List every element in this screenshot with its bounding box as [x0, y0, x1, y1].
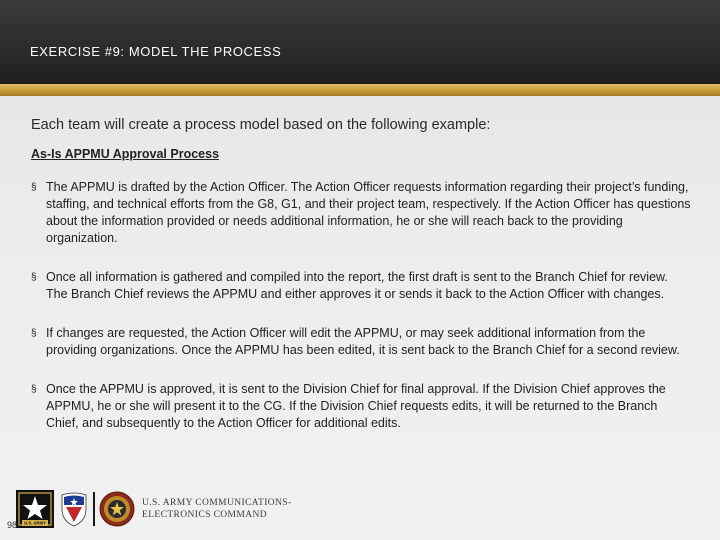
bullet-marker: §	[31, 182, 37, 193]
bullet-item	[31, 179, 691, 247]
organization-name	[142, 497, 292, 521]
bullet-item	[31, 325, 691, 359]
bullet-list	[31, 179, 691, 432]
section-heading: As-Is APPMU Approval Process	[31, 147, 220, 161]
org-name-line1: U.S. ARMY COMMUNICATIONS-	[142, 498, 292, 508]
bullet-item	[31, 381, 691, 432]
org-name-line2: ELECTRONICS COMMAND	[142, 510, 268, 520]
gold-accent-stripe	[0, 84, 720, 96]
bullet-marker: §	[31, 384, 37, 395]
intro-text: Each team will create a process model based on the following example:	[31, 117, 491, 133]
bullet-text: Once all information is gathered and compiled into the report, the first draft is sent to the Branch Chief for review. The Branch Chief reviews the APPMU and either approves it or sends it back to the Action Officer with changes.	[46, 270, 668, 301]
bullet-text: If changes are requested, the Action Officer will edit the APPMU, or may seek additional information from the providing organizations. Once the APPMU has been edited, it is sent back to the Branch Chief for a second review.	[46, 326, 680, 357]
army-star-logo-icon	[16, 490, 54, 528]
title-bar	[0, 0, 720, 84]
slide-title: EXERCISE #9: MODEL THE PROCESS	[30, 44, 282, 59]
bullet-item	[31, 269, 691, 303]
shield-insignia-icon	[60, 491, 88, 527]
bullet-marker: §	[31, 328, 37, 339]
logo-divider	[93, 492, 95, 526]
slide-body	[31, 96, 691, 454]
bullet-text: The APPMU is drafted by the Action Officer. The Action Officer requests information regarding their project’s funding, staffing, and technical efforts from the G8, G1, and their project team, respectively. If the Action Officer has questions about the information provided or needs additional information, he or she will reach back to the providing organization.	[46, 180, 691, 245]
bullet-text: Once the APPMU is approved, it is sent to the Division Chief for final approval. If the Division Chief approves the APPMU, he or she will present it to the CG. If the Division Chief requests edits, it will be returned to the Branch Chief, and subsequently to the Action Officer for additional edits.	[46, 382, 666, 430]
bullet-marker: §	[31, 272, 37, 283]
page-number: 98	[7, 520, 18, 530]
army-logo-text: U.S. ARMY	[24, 520, 46, 526]
command-seal-icon	[99, 491, 135, 527]
